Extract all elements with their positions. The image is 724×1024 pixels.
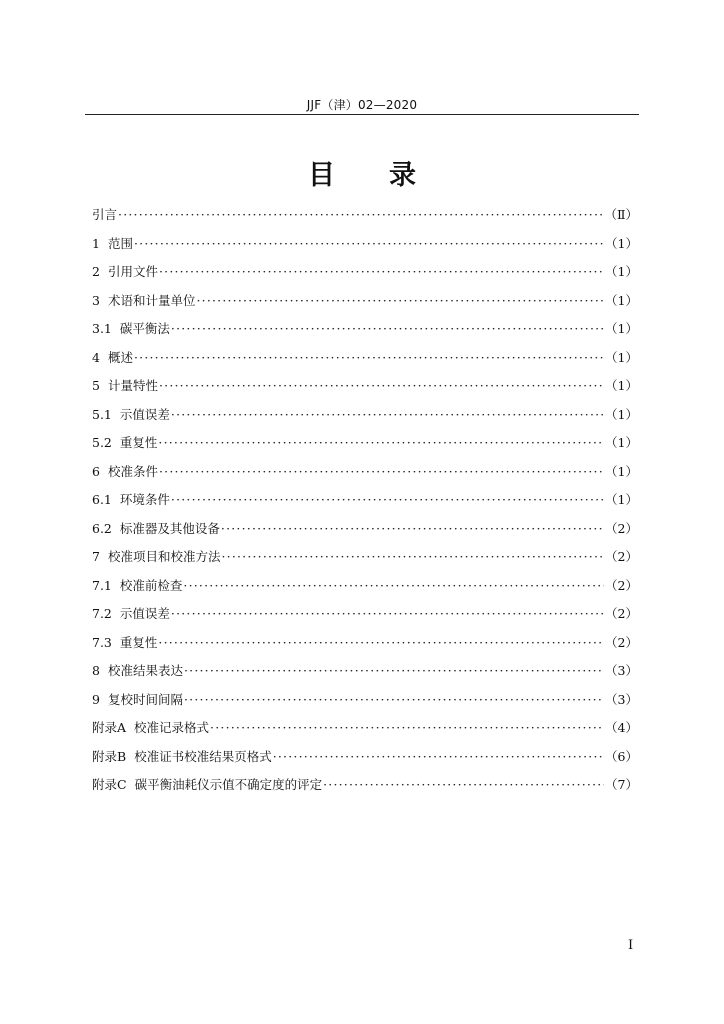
- toc-entry-label: [92, 290, 195, 312]
- toc-dot-leader: [171, 489, 604, 511]
- header-divider: [85, 114, 639, 115]
- toc-dot-leader: [221, 546, 604, 568]
- toc-entry-page: （1）: [605, 349, 638, 365]
- toc-entry-label: [92, 575, 182, 597]
- toc-entry-title: 术语和计量单位: [107, 292, 196, 308]
- toc-entry-title: 校准证书校准结果页格式: [134, 748, 272, 764]
- toc-entry-page: （Ⅱ）: [604, 207, 638, 222]
- toc-entry-title: 校准前检查: [119, 577, 183, 593]
- toc-entry-page: （2）: [605, 606, 638, 621]
- toc-entry-label: [92, 461, 158, 483]
- toc-entry-page: （1）: [605, 463, 638, 479]
- toc-entry-label: [92, 204, 117, 226]
- toc-entry-label: [92, 489, 170, 511]
- toc-entry-number: 7.3: [92, 634, 112, 650]
- toc-entry-label: [92, 603, 170, 625]
- toc-dot-leader: [159, 375, 604, 397]
- toc-entry-label: [92, 717, 209, 739]
- toc-entry[interactable]: [92, 746, 638, 775]
- toc-entry-page: （2）: [605, 577, 638, 593]
- toc-entry-title: 校准项目和校准方法: [107, 549, 221, 564]
- toc-entry-label: [92, 689, 183, 711]
- toc-entry-number: 8: [92, 663, 100, 678]
- toc-entry-number: 附录A: [92, 720, 127, 735]
- toc-dot-leader: [159, 461, 604, 483]
- toc-entry-title: 引用文件: [107, 264, 158, 279]
- toc-dot-leader: [273, 746, 604, 768]
- toc-entry-title: 概述: [107, 349, 133, 365]
- toc-entry-title: 重复性: [119, 634, 158, 650]
- toc-entry-title: 环境条件: [119, 492, 170, 507]
- toc-entry-page: （1）: [605, 435, 638, 450]
- toc-dot-leader: [159, 261, 604, 283]
- toc-entry-number: 5.2: [92, 435, 112, 450]
- page-title: [85, 153, 639, 192]
- toc-entry-label: [92, 774, 322, 796]
- toc-entry[interactable]: [92, 575, 638, 604]
- toc-entry[interactable]: [92, 318, 638, 347]
- toc-entry[interactable]: [92, 461, 638, 490]
- toc-entry[interactable]: [92, 233, 638, 262]
- toc-entry-page: （2）: [605, 549, 638, 564]
- toc-entry-title: 重复性: [119, 435, 158, 450]
- toc-entry-label: [92, 347, 133, 369]
- toc-entry-label: [92, 233, 133, 255]
- toc-dot-leader: [158, 432, 604, 454]
- toc-entry-title: 标准器及其他设备: [119, 520, 220, 536]
- toc-entry-number: 7: [92, 549, 100, 564]
- toc-entry-title: 引言: [92, 207, 118, 222]
- toc-entry-label: [92, 546, 220, 568]
- toc-entry-number: 4: [92, 349, 100, 365]
- toc-dot-leader: [171, 404, 604, 426]
- toc-entry[interactable]: [92, 375, 638, 404]
- toc-entry-label: [92, 660, 183, 682]
- toc-entry-title: 校准结果表达: [107, 663, 183, 678]
- toc-dot-leader: [210, 717, 604, 739]
- toc-entry-label: [92, 632, 157, 654]
- toc-entry-number: 5.1: [92, 406, 112, 422]
- toc-entry[interactable]: [92, 717, 638, 746]
- toc-entry-title: 校准记录格式: [134, 720, 210, 735]
- toc-entry-label: [92, 261, 158, 283]
- toc-entry-title: 校准条件: [107, 463, 158, 479]
- toc-entry-title: 示值误差: [119, 606, 170, 621]
- page-number: Ⅰ: [628, 938, 634, 953]
- toc-entry-number: 2: [92, 264, 100, 279]
- toc-entry-label: [92, 404, 170, 426]
- toc-dot-leader: [183, 575, 604, 597]
- toc-dot-leader: [184, 660, 604, 682]
- toc-entry[interactable]: [92, 689, 638, 718]
- toc-dot-leader: [171, 318, 604, 340]
- toc-entry-label: [92, 746, 272, 768]
- toc-entry-page: （1）: [605, 321, 638, 336]
- toc-entry-number: 1: [92, 235, 100, 251]
- toc-entry-page: （1）: [605, 406, 638, 422]
- toc-entry[interactable]: [92, 261, 638, 290]
- toc-entry-page: （3）: [605, 663, 638, 678]
- toc-entry-page: （3）: [605, 691, 638, 707]
- toc-entry-number: 9: [92, 691, 100, 707]
- toc-entry-title: 范围: [107, 235, 133, 251]
- toc-entry[interactable]: [92, 774, 638, 803]
- toc-entry-page: （1）: [605, 378, 638, 393]
- title-char-2: 录: [389, 160, 416, 191]
- toc-entry-label: [92, 375, 158, 397]
- toc-dot-leader: [196, 290, 604, 312]
- toc-entry[interactable]: [92, 432, 638, 461]
- toc-entry-number: 6.2: [92, 520, 112, 536]
- toc-entry-page: （7）: [605, 777, 638, 792]
- toc-dot-leader: [184, 689, 604, 711]
- toc-entry-page: （1）: [605, 292, 638, 308]
- toc-entry[interactable]: [92, 404, 638, 433]
- toc-entry-title: 计量特性: [107, 378, 158, 393]
- toc-entry[interactable]: [92, 632, 638, 661]
- toc-entry-page: （2）: [605, 634, 638, 650]
- toc-entry-number: 附录B: [92, 748, 127, 764]
- toc-entry-number: 附录C: [92, 777, 127, 792]
- toc-entry-title: 示值误差: [119, 406, 170, 422]
- toc-dot-leader: [134, 233, 604, 255]
- toc-entry-page: （1）: [605, 492, 638, 507]
- toc-entry-label: [92, 318, 170, 340]
- toc-entry-page: （4）: [605, 720, 638, 735]
- toc-entry[interactable]: [92, 204, 638, 233]
- toc-dot-leader: [221, 518, 604, 540]
- toc-entry-number: 5: [92, 378, 100, 393]
- toc-entry-title: 碳平衡油耗仪示值不确定度的评定: [134, 777, 323, 792]
- toc-entry-number: 3: [92, 292, 100, 308]
- toc-entry[interactable]: [92, 660, 638, 689]
- document-code-header: JJF（津）02—2020: [306, 98, 418, 112]
- toc-dot-leader: [323, 774, 604, 796]
- toc-entry-page: （2）: [605, 520, 638, 536]
- toc-entry-number: 6.1: [92, 492, 112, 507]
- toc-entry-number: 7.2: [92, 606, 112, 621]
- toc-entry[interactable]: [92, 518, 638, 547]
- table-of-contents: [92, 204, 638, 803]
- toc-dot-leader: [171, 603, 604, 625]
- toc-entry-label: [92, 432, 157, 454]
- toc-entry[interactable]: [92, 489, 638, 518]
- toc-entry[interactable]: [92, 603, 638, 632]
- toc-entry-page: （1）: [605, 264, 638, 279]
- toc-dot-leader: [158, 632, 604, 654]
- toc-entry-label: [92, 518, 220, 540]
- toc-entry[interactable]: [92, 290, 638, 319]
- toc-entry-page: （1）: [605, 235, 638, 251]
- toc-dot-leader: [118, 204, 603, 226]
- toc-entry[interactable]: [92, 347, 638, 376]
- toc-entry-number: 7.1: [92, 577, 112, 593]
- toc-dot-leader: [134, 347, 604, 369]
- toc-entry-number: 3.1: [92, 321, 112, 336]
- title-char-1: 目: [308, 160, 335, 191]
- toc-entry-title: 复校时间间隔: [107, 691, 183, 707]
- toc-entry-number: 6: [92, 463, 100, 479]
- toc-entry-page: （6）: [605, 748, 638, 764]
- toc-entry[interactable]: [92, 546, 638, 575]
- toc-entry-title: 碳平衡法: [119, 321, 170, 336]
